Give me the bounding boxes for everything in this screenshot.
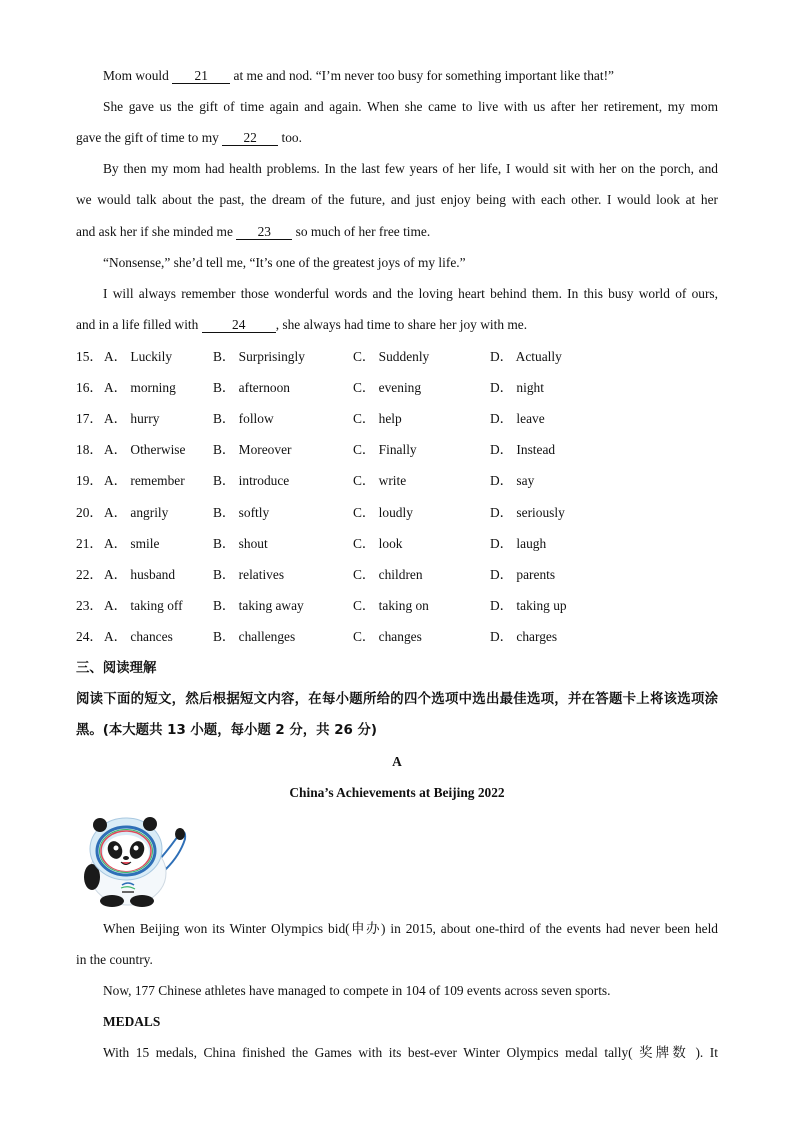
passage-line: [76, 129, 718, 147]
option-d[interactable]: D． taking up: [490, 598, 567, 613]
question-number: 21．: [76, 536, 103, 551]
option-d[interactable]: D． charges: [490, 629, 558, 644]
article-line: in the country.: [76, 952, 153, 967]
option-d[interactable]: D． night: [490, 380, 544, 395]
panda-mascot-icon: [76, 815, 188, 907]
blank-23: 23: [236, 224, 292, 240]
option-a[interactable]: A． hurry: [104, 411, 160, 426]
option-c[interactable]: C． children: [353, 567, 423, 582]
option-b[interactable]: B． taking away: [213, 598, 304, 613]
question-row: [76, 472, 718, 490]
option-a[interactable]: A． husband: [104, 567, 176, 582]
option-b[interactable]: B． afternoon: [213, 380, 290, 395]
option-a[interactable]: A． smile: [104, 536, 160, 551]
option-a[interactable]: A． remember: [104, 473, 185, 488]
question-row: [76, 597, 718, 615]
option-b[interactable]: B． follow: [213, 411, 274, 426]
option-c[interactable]: C． Suddenly: [353, 349, 430, 364]
passage-line: [76, 316, 718, 334]
question-number: 17．: [76, 411, 103, 426]
blank-22: 22: [222, 130, 278, 146]
option-c[interactable]: C． taking on: [353, 598, 429, 613]
blank-21: 21: [172, 68, 230, 84]
option-c[interactable]: C． write: [353, 473, 407, 488]
passage-line: She gave us the gift of time again and again. When she came to live with us after her retirement, my mom: [103, 99, 718, 114]
option-b[interactable]: B． challenges: [213, 629, 296, 644]
text-span: , she always had time to share her joy with me.: [275, 317, 528, 332]
question-row: [76, 410, 718, 428]
article-line: With 15 medals, China finished the Games with its best-ever Winter Olympics medal tally( 奖牌数 ). It: [103, 1045, 718, 1060]
option-d[interactable]: D． Actually: [490, 349, 562, 364]
question-row: [76, 628, 718, 646]
article-line: When Beijing won its Winter Olympics bid(申办) in 2015, about one-third of the events had never been held: [103, 921, 718, 936]
text-span: at me and nod. “I’m never too busy for something important like that!”: [230, 68, 614, 83]
question-number: 20．: [76, 505, 103, 520]
question-number: 16．: [76, 380, 103, 395]
question-number: 18．: [76, 442, 103, 457]
section-heading: 三、阅读理解: [76, 661, 157, 676]
option-c[interactable]: C． Finally: [353, 442, 417, 457]
article-subheading: MEDALS: [103, 1014, 161, 1029]
option-b[interactable]: B． Surprisingly: [213, 349, 305, 364]
option-d[interactable]: D． say: [490, 473, 535, 488]
text-span: gave the gift of time to my: [76, 130, 223, 145]
option-a[interactable]: A． taking off: [104, 598, 183, 613]
question-row: [76, 535, 718, 553]
question-row: [76, 504, 718, 522]
text-span: too.: [278, 130, 302, 145]
section-instruction: 黑。(本大题共 13 小题，每小题 2 分，共 26 分): [76, 723, 378, 738]
option-d[interactable]: D． parents: [490, 567, 556, 582]
question-row: [76, 566, 718, 584]
option-a[interactable]: A． Luckily: [104, 349, 173, 364]
option-d[interactable]: D． laugh: [490, 536, 547, 551]
option-b[interactable]: B． relatives: [213, 567, 285, 582]
blank-24: 24: [202, 317, 276, 333]
section-instruction: 阅读下面的短文，然后根据短文内容，在每小题所给的四个选项中选出最佳选项，并在答题卡上将该选项涂: [76, 692, 718, 707]
question-row: [76, 379, 718, 397]
question-number: 19．: [76, 473, 103, 488]
option-d[interactable]: D． leave: [490, 411, 545, 426]
question-number: 23．: [76, 598, 103, 613]
article-label: A: [392, 754, 402, 769]
option-c[interactable]: C． loudly: [353, 505, 413, 520]
text-span: and ask her if she minded me: [76, 224, 237, 239]
option-c[interactable]: C． evening: [353, 380, 422, 395]
question-number: 15．: [76, 349, 103, 364]
option-d[interactable]: D． seriously: [490, 505, 565, 520]
text-span: Mom would: [103, 68, 173, 83]
passage-line: By then my mom had health problems. In the last few years of her life, I would sit with her on the porch, and: [103, 161, 718, 176]
option-b[interactable]: B． shout: [213, 536, 268, 551]
option-b[interactable]: B． Moreover: [213, 442, 292, 457]
passage-line: [76, 223, 718, 241]
text-span: and in a life filled with: [76, 317, 202, 332]
article-line: Now, 177 Chinese athletes have managed to compete in 104 of 109 events across seven sports.: [103, 983, 611, 998]
option-b[interactable]: B． introduce: [213, 473, 290, 488]
option-c[interactable]: C． look: [353, 536, 403, 551]
option-c[interactable]: C． changes: [353, 629, 422, 644]
passage-line: “Nonsense,” she’d tell me, “It’s one of the greatest joys of my life.”: [103, 255, 466, 270]
option-a[interactable]: A． morning: [104, 380, 176, 395]
question-number: 24．: [76, 629, 103, 644]
option-a[interactable]: A． Otherwise: [104, 442, 186, 457]
article-title: China’s Achievements at Beijing 2022: [289, 785, 505, 800]
question-number: 22．: [76, 567, 103, 582]
passage-line: I will always remember those wonderful words and the loving heart behind them. In this busy world of ours,: [103, 286, 718, 301]
option-d[interactable]: D． Instead: [490, 442, 556, 457]
option-b[interactable]: B． softly: [213, 505, 270, 520]
passage-line: [103, 67, 718, 85]
option-c[interactable]: C． help: [353, 411, 402, 426]
text-span: so much of her free time.: [292, 224, 431, 239]
option-a[interactable]: A． angrily: [104, 505, 169, 520]
question-row: [76, 441, 718, 459]
option-a[interactable]: A． chances: [104, 629, 173, 644]
question-row: [76, 348, 718, 366]
passage-line: we would talk about the past, the dream of the future, and just enjoy being with each other. I would look at her: [76, 192, 718, 207]
